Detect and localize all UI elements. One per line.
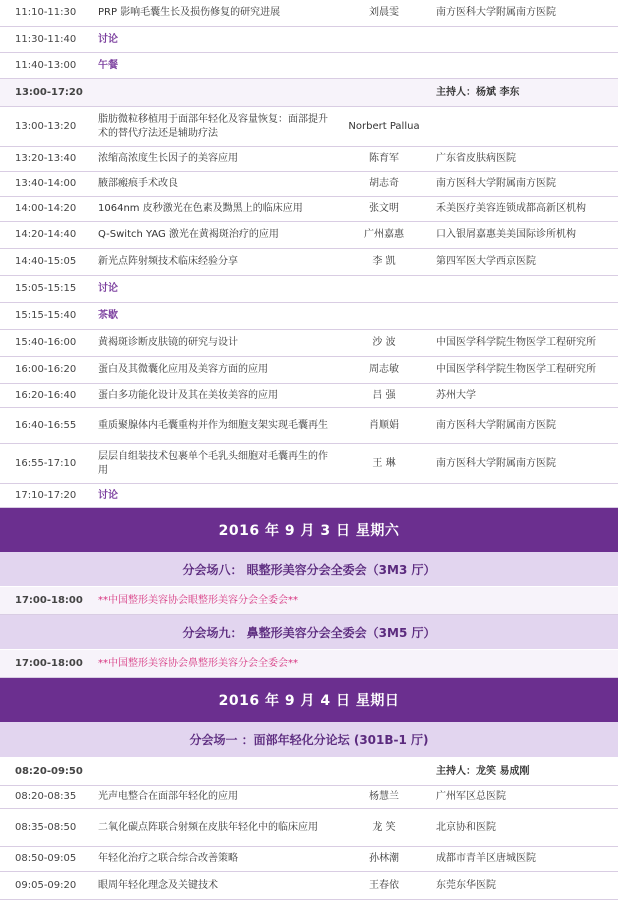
session-time: 16:55-17:10	[15, 457, 77, 469]
session-row	[0, 484, 618, 508]
session-row	[0, 408, 618, 444]
day-header: 2016 年 9 月 4 日 星期日	[0, 678, 618, 722]
session-title: 浓缩高浓度生长因子的美容应用	[98, 153, 238, 164]
session-time: 08:35-08:50	[15, 821, 77, 833]
session-speaker: 沙 波	[372, 337, 396, 348]
session-row	[0, 222, 618, 249]
session-org: 第四军医大学西京医院	[436, 256, 536, 267]
session-title: 重质聚腺体内毛囊重构并作为细胞支架实现毛囊再生	[98, 419, 328, 431]
session-row	[0, 53, 618, 79]
session-title: 讨论	[98, 283, 118, 294]
session-row	[0, 107, 618, 147]
session-title: **中国整形美容协会鼻整形美容分会全委会**	[98, 657, 298, 669]
session-speaker: 胡志奇	[369, 178, 399, 189]
session-org: 中国医学科学院生物医学工程研究所	[436, 364, 596, 375]
session-speaker: 肖顺娟	[369, 419, 399, 431]
session-title: 讨论	[98, 33, 118, 45]
session-org: 南方医科大学附属南方医院	[436, 7, 556, 18]
session-speaker: 刘晨雯	[369, 7, 399, 18]
host-row	[0, 79, 618, 107]
session-host: 主持人：龙笑 易成刚	[436, 765, 530, 777]
session-time: 17:10-17:20	[15, 489, 77, 501]
session-speaker: 李 凯	[372, 256, 396, 267]
session-time: 16:20-16:40	[15, 389, 77, 401]
session-title: 黄褐斑诊断皮肤镜的研究与设计	[98, 337, 238, 348]
session-title: 蛋白多功能化设计及其在美妆美容的应用	[98, 389, 278, 401]
session-row	[0, 650, 618, 678]
session-org: 成都市青羊区唐城医院	[436, 853, 536, 864]
session-org	[436, 107, 616, 146]
session-row	[0, 172, 618, 197]
session-time: 17:00-18:00	[15, 594, 83, 606]
session-time: 13:00-13:20	[15, 120, 77, 132]
session-org: 南方医科大学附属南方医院	[436, 419, 556, 431]
session-title: 眼周年轻化理念及关键技术	[98, 879, 218, 891]
session-title: 腋部瘢痕手术改良	[98, 178, 178, 189]
session-row	[0, 330, 618, 357]
session-org: 南方医科大学附属南方医院	[436, 457, 556, 469]
session-time: 16:00-16:20	[15, 364, 77, 375]
session-time: 14:20-14:40	[15, 229, 77, 240]
session-row	[0, 872, 618, 900]
session-title: 层层自组装技术包裹单个毛乳头细胞对毛囊再生的作用	[98, 450, 328, 476]
session-title: 午餐	[98, 59, 118, 71]
session-time: 13:20-13:40	[15, 153, 77, 164]
session-row	[0, 587, 618, 615]
session-title: 1064nm 皮秒激光在色素及黝黑上的临床应用	[98, 203, 303, 214]
session-row	[0, 847, 618, 872]
session-org: 广东省皮肤病医院	[436, 153, 516, 164]
session-title: 年轻化治疗之联合综合改善策略	[98, 853, 238, 864]
session-host: 主持人：杨斌 李东	[436, 86, 520, 98]
session-row	[0, 384, 618, 408]
session-time: 11:40-13:00	[15, 59, 77, 71]
session-time: 14:40-15:05	[15, 256, 77, 267]
forum-header: 分会场九： 鼻整形美容分会全委会（3M5 厅）	[0, 615, 618, 650]
session-title: PRP 影响毛囊生长及损伤修复的研究进展	[98, 7, 281, 18]
session-time: 15:15-15:40	[15, 310, 77, 321]
session-org: 中国医学科学院生物医学工程研究所	[436, 337, 596, 348]
session-time: 11:10-11:30	[15, 7, 77, 18]
session-speaker: 龙 笑	[372, 821, 396, 833]
session-speaker: 孙林潮	[369, 853, 399, 864]
session-time: 11:30-11:40	[15, 33, 77, 45]
session-time: 14:00-14:20	[15, 203, 77, 214]
session-row	[0, 303, 618, 330]
session-speaker: 陈育军	[369, 153, 399, 164]
session-org: 禾美医疗美容连锁成都高新区机构	[436, 203, 586, 214]
session-time: 08:20-08:35	[15, 791, 77, 802]
session-org: 南方医科大学附属南方医院	[436, 178, 556, 189]
session-time: 16:40-16:55	[15, 419, 77, 431]
forum-header: 分会场一 ：面部年轻化分论坛 (301B-1 厅)	[0, 722, 618, 758]
forum-header: 分会场八： 眼整形美容分会全委会（3M3 厅）	[0, 552, 618, 587]
session-org: 北京协和医院	[436, 821, 496, 833]
session-row	[0, 147, 618, 172]
session-row	[0, 276, 618, 303]
host-row	[0, 758, 618, 786]
session-time: 13:00-17:20	[15, 86, 83, 98]
day-header: 2016 年 9 月 3 日 星期六	[0, 508, 618, 552]
session-time: 08:20-09:50	[15, 765, 83, 777]
session-time: 15:05-15:15	[15, 283, 77, 294]
session-org: 苏州大学	[436, 389, 476, 401]
session-time: 09:05-09:20	[15, 879, 77, 891]
session-speaker: 杨慧兰	[369, 791, 399, 802]
session-speaker: Norbert Pallua	[348, 120, 420, 132]
session-row	[0, 249, 618, 276]
session-title: **中国整形美容协会眼整形美容分会全委会**	[98, 594, 298, 606]
session-time: 08:50-09:05	[15, 853, 77, 864]
session-title: Q-Switch YAG 激光在黄褐斑治疗的应用	[98, 229, 279, 240]
session-row	[0, 444, 618, 484]
session-speaker: 张文明	[369, 203, 399, 214]
session-title: 脂肪微粒移植用于面部年轻化及容量恢复：面部提升术的替代疗法还是辅助疗法	[98, 113, 328, 139]
session-time: 13:40-14:00	[15, 178, 77, 189]
session-row	[0, 0, 618, 27]
session-speaker: 王 琳	[372, 457, 396, 469]
session-org: 广州军区总医院	[436, 791, 506, 802]
session-speaker: 吕 强	[372, 389, 396, 401]
session-org: 东莞东华医院	[436, 879, 496, 891]
session-row	[0, 786, 618, 809]
session-row	[0, 197, 618, 222]
session-row	[0, 27, 618, 53]
session-time: 17:00-18:00	[15, 657, 83, 669]
session-speaker: 广州嘉惠	[364, 229, 404, 240]
session-title: 蛋白及其微囊化应用及美容方面的应用	[98, 364, 268, 375]
session-title: 光声电整合在面部年轻化的应用	[98, 791, 238, 802]
session-speaker: 王春依	[369, 879, 399, 891]
session-row	[0, 357, 618, 384]
session-speaker: 周志敏	[369, 364, 399, 375]
session-title: 茶歇	[98, 310, 118, 321]
session-title: 新光点阵射频技术临床经验分享	[98, 256, 238, 267]
session-time: 15:40-16:00	[15, 337, 77, 348]
session-title: 讨论	[98, 489, 118, 501]
session-org: 口入银屑嘉惠美美国际诊所机构	[436, 229, 576, 240]
session-row	[0, 809, 618, 847]
session-title: 二氧化碳点阵联合射频在皮肤年轻化中的临床应用	[98, 821, 318, 833]
